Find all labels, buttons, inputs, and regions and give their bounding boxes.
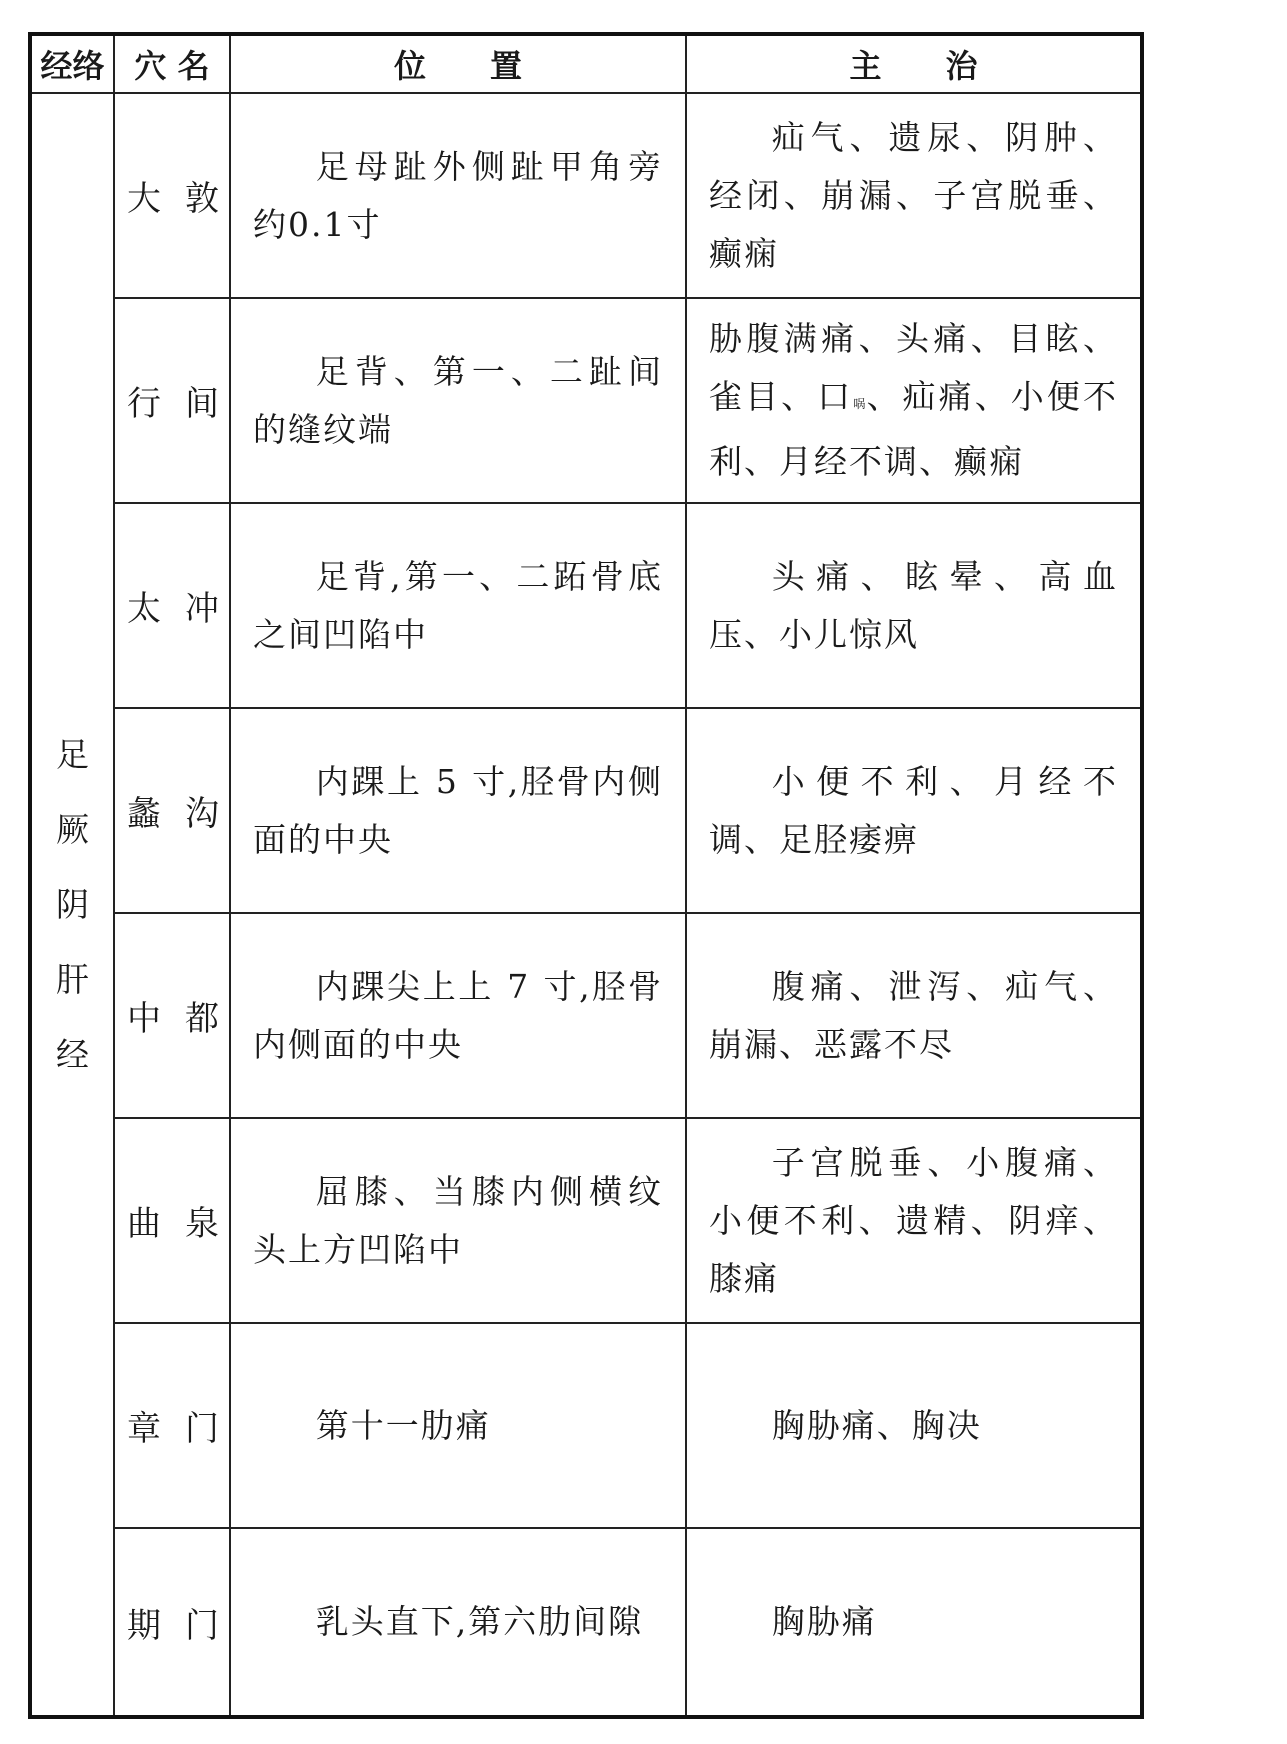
point-indication: 胸胁痛 <box>686 1528 1142 1717</box>
point-location: 足背、第一、二趾间的缝纹端 <box>230 298 686 503</box>
header-meridian: 经络 <box>30 34 114 93</box>
meridian-char: 肝 <box>56 960 89 999</box>
meridian-char: 阴 <box>56 885 89 924</box>
point-indication: 头痛、眩晕、高血压、小儿惊风 <box>686 503 1142 708</box>
point-indication: 胁腹满痛、头痛、目眩、雀目、口㖞、疝痛、小便不利、月经不调、癫痫 <box>686 298 1142 503</box>
table-row <box>30 913 1142 1118</box>
header-indication: 主 治 <box>686 34 1142 93</box>
point-location: 乳头直下,第六肋间隙 <box>230 1528 686 1717</box>
point-name: 期 门 <box>114 1528 230 1717</box>
point-indication: 疝气、遗尿、阴肿、经闭、崩漏、子宫脱垂、癫痫 <box>686 93 1142 298</box>
table-row <box>30 1118 1142 1323</box>
meridian-cell <box>30 93 114 1717</box>
point-location: 内踝上 5 寸,胫骨内侧面的中央 <box>230 708 686 913</box>
point-indication: 子宫脱垂、小腹痛、小便不利、遗精、阴痒、膝痛 <box>686 1118 1142 1323</box>
meridian-char: 厥 <box>56 810 89 849</box>
acupoint-table <box>28 32 1144 1719</box>
point-indication: 腹痛、泄泻、疝气、崩漏、恶露不尽 <box>686 913 1142 1118</box>
table-row <box>30 93 1142 298</box>
meridian-char: 足 <box>56 735 89 774</box>
point-name: 曲 泉 <box>114 1118 230 1323</box>
small-glyph: 㖞 <box>853 397 867 411</box>
point-name: 蠡 沟 <box>114 708 230 913</box>
table-row <box>30 503 1142 708</box>
point-name: 章 门 <box>114 1323 230 1528</box>
point-location: 第十一肋痛 <box>230 1323 686 1528</box>
point-location: 屈膝、当膝内侧横纹头上方凹陷中 <box>230 1118 686 1323</box>
point-name: 行 间 <box>114 298 230 503</box>
point-location: 内踝尖上上 7 寸,胫骨内侧面的中央 <box>230 913 686 1118</box>
table-row <box>30 1528 1142 1717</box>
point-name: 太 冲 <box>114 503 230 708</box>
table-row <box>30 1323 1142 1528</box>
point-location: 足母趾外侧趾甲角旁约0.1寸 <box>230 93 686 298</box>
table-row <box>30 708 1142 913</box>
table-row <box>30 298 1142 503</box>
point-location: 足背,第一、二跖骨底之间凹陷中 <box>230 503 686 708</box>
meridian-char: 经 <box>56 1035 89 1074</box>
point-name: 大 敦 <box>114 93 230 298</box>
header-point-name: 穴 名 <box>114 34 230 93</box>
header-row <box>30 34 1142 93</box>
point-indication: 胸胁痛、胸决 <box>686 1323 1142 1528</box>
point-indication: 小便不利、月经不调、足胫痿痹 <box>686 708 1142 913</box>
header-location: 位 置 <box>230 34 686 93</box>
point-name: 中 都 <box>114 913 230 1118</box>
